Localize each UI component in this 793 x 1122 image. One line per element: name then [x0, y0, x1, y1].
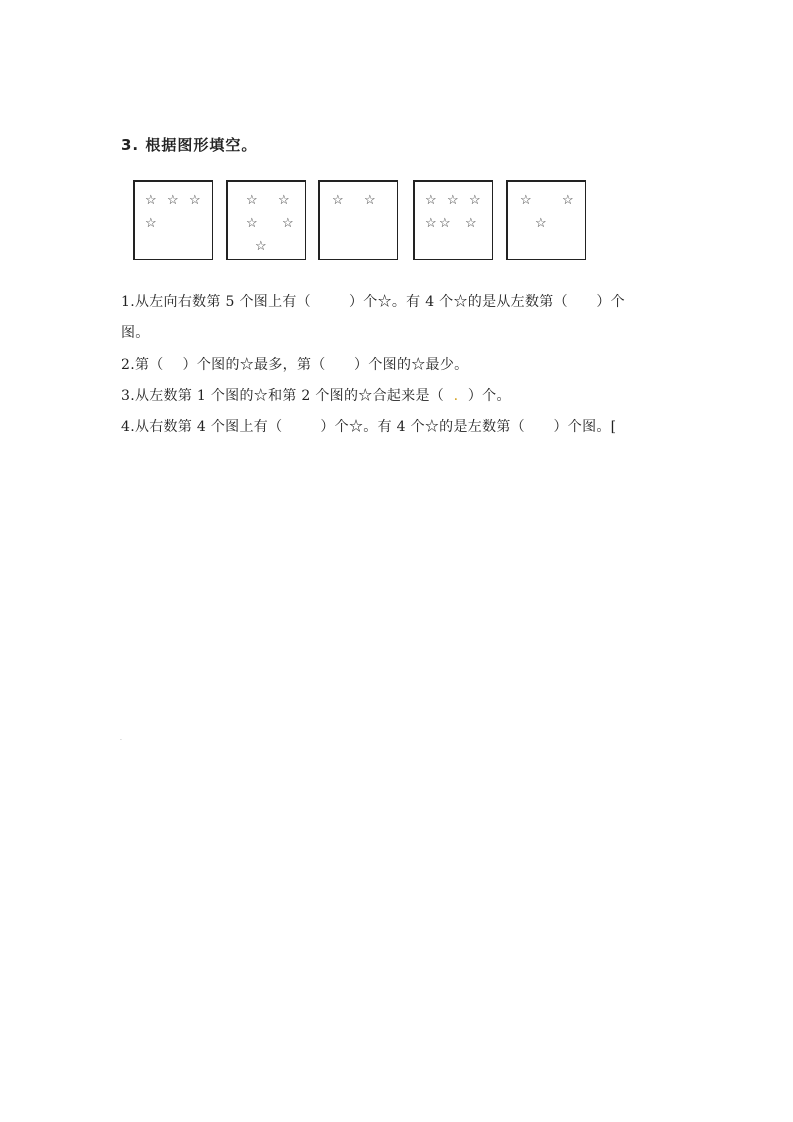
star-icon: ☆ — [562, 193, 574, 208]
star-icon: ☆ — [282, 216, 294, 231]
star-icon: ☆ — [246, 216, 258, 231]
star-icon: ☆ — [246, 193, 258, 208]
question-3-text: 3.从左数第 1 个图的☆和第 2 个图的☆合起来是（ — [121, 388, 454, 404]
figure-box-4 — [413, 180, 493, 260]
question-2: 2.第（ ）个图的☆最多，第（ ）个图的☆最少。 — [121, 357, 469, 373]
star-icon: ☆ — [469, 193, 481, 208]
star-icon: ☆ — [425, 193, 437, 208]
star-icon: ☆ — [145, 193, 157, 208]
stray-mark: . — [120, 735, 122, 742]
star-icon: ☆ — [278, 193, 290, 208]
star-icon: ☆ — [255, 239, 267, 254]
star-icon: ☆ — [425, 216, 437, 231]
figure-box-2 — [226, 180, 306, 260]
question-1-line-1: 1.从左向右数第 5 个图上有（ ）个☆。有 4 个☆的是从左数第（ ）个 — [121, 294, 625, 310]
question-3-end: ）个。 — [458, 388, 511, 404]
star-icon: ☆ — [145, 216, 157, 231]
star-icon: ☆ — [465, 216, 477, 231]
exercise-heading: 3. 根据图形填空。 — [121, 136, 258, 154]
star-icon: ☆ — [535, 216, 547, 231]
question-3 — [121, 385, 511, 405]
figure-box-5 — [506, 180, 586, 260]
star-icon: ☆ — [189, 193, 201, 208]
question-4: 4.从右数第 4 个图上有（ ）个☆。有 4 个☆的是左数第（ ）个图。[ — [121, 419, 617, 435]
star-icon: ☆ — [439, 216, 451, 231]
star-icon: ☆ — [520, 193, 532, 208]
question-3-mark: . — [453, 388, 459, 404]
star-icon: ☆ — [447, 193, 459, 208]
star-icon: ☆ — [332, 193, 344, 208]
figure-box-3 — [318, 180, 398, 260]
star-icon: ☆ — [364, 193, 376, 208]
figure-box-1 — [133, 180, 213, 260]
question-1-line-2: 图。 — [121, 325, 150, 341]
star-icon: ☆ — [167, 193, 179, 208]
